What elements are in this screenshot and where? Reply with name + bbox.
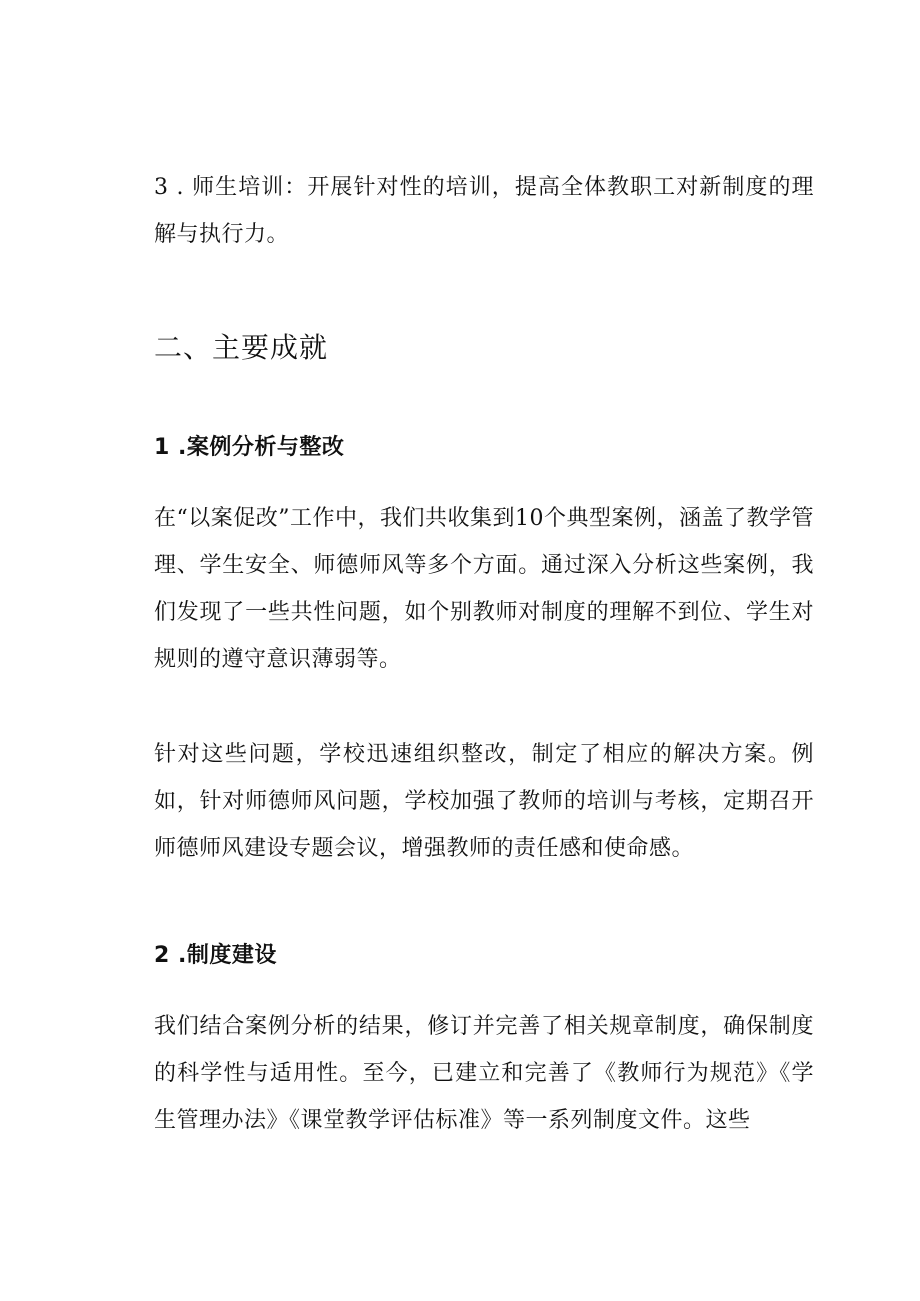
subsection-heading-case-analysis: 1 .案例分析与整改 [154, 435, 345, 460]
paragraph-system-building-1: 我们结合案例分析的结果，修订并完善了相关规章制度，确保制度的科学性与适用性。至今，已建立和完善了《教师行为规范》《学生管理办法》《课堂教学评估标准》等一系列制度文件。这些 [154, 1014, 814, 1133]
subsection-heading-system-building: 2 .制度建设 [154, 943, 277, 968]
paragraph-case-analysis-1: 在“以案促改”工作中，我们共收集到10个典型案例，涵盖了教学管理、学生安全、师德师风等多个方面。通过深入分析这些案例，我们发现了一些共性问题，如个别教师对制度的理解不到位、学生对规则的遵守意识薄弱等。 [154, 506, 814, 672]
paragraph-case-analysis-2: 针对这些问题，学校迅速组织整改，制定了相应的解决方案。例如，针对师德师风问题，学校加强了教师的培训与考核，定期召开师德师风建设专题会议，增强教师的责任感和使命感。 [154, 742, 814, 861]
training-item: 3 . 师生培训：开展针对性的培训，提高全体教职工对新制度的理解与执行力。 [154, 175, 814, 247]
section-heading-main-achievements: 二、主要成就 [154, 331, 329, 364]
